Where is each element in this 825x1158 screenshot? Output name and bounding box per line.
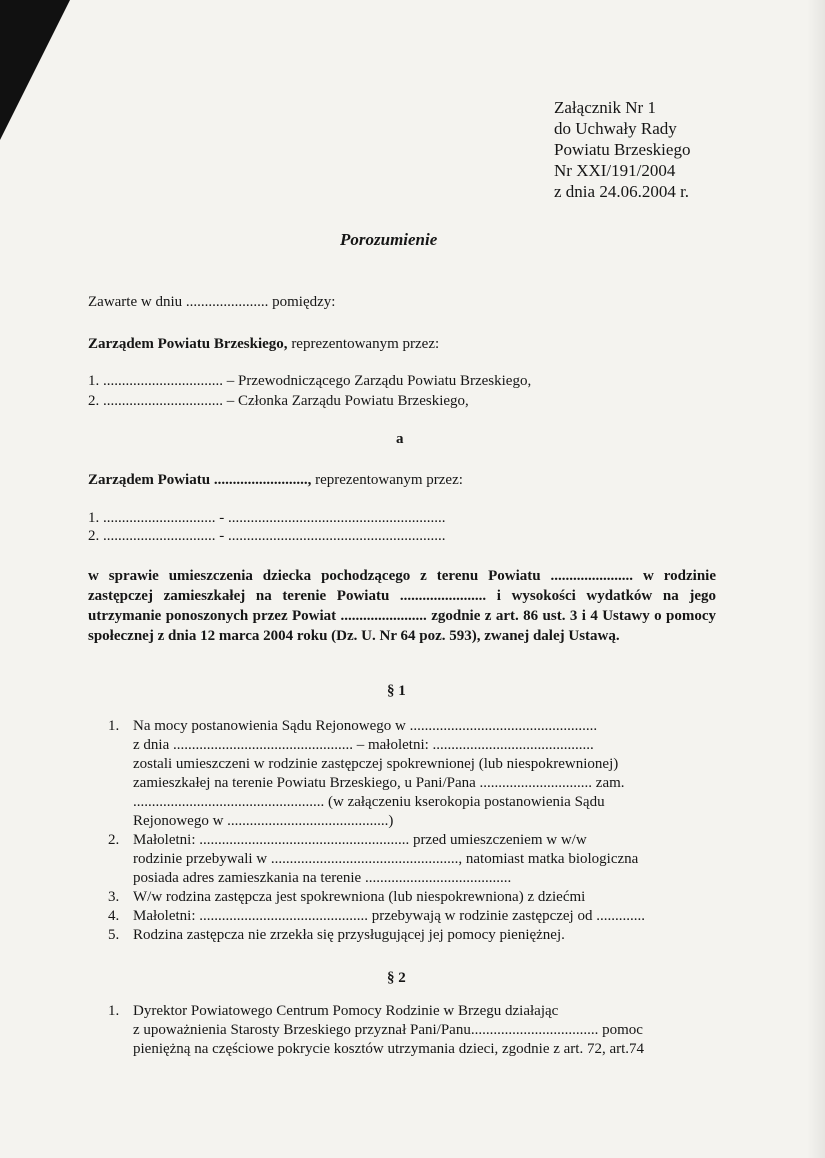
concluded-line: Zawarte w dniu ...................... pomiędzy: xyxy=(88,294,336,310)
party2-rep2: 2. .............................. - .......................................................... xyxy=(88,528,446,544)
section2-heading: § 2 xyxy=(387,970,406,986)
scan-corner-shadow xyxy=(0,0,70,140)
list-item xyxy=(108,831,716,888)
item-row: z dnia ................................................ – małoletni: ........................................... xyxy=(133,737,594,753)
item-row: Dyrektor Powiatowego Centrum Pomocy Rodzinie w Brzegu działając xyxy=(133,1003,559,1019)
item-number: 1. xyxy=(108,1003,120,1019)
item-number: 4. xyxy=(108,908,120,924)
item-number: 1. xyxy=(108,718,120,734)
item-row: Rodzina zastępcza nie zrzekła się przysługującej jej pomocy pieniężnej. xyxy=(133,927,565,943)
item-row: zamieszkałej na terenie Powiatu Brzeskiego, u Pani/Pana .............................. zam. xyxy=(133,775,625,791)
list-item xyxy=(108,1002,716,1059)
item-row: ................................................... (w załączeniu kserokopia postanowienia Sądu xyxy=(133,794,605,810)
item-row: Małoletni: ........................................................ przed umieszczeniem w w/w xyxy=(133,832,587,848)
item-row: W/w rodzina zastępcza jest spokrewniona (lub niespokrewniona) z dziećmi xyxy=(133,889,586,905)
item-row: z upoważnienia Starosty Brzeskiego przyznał Pani/Panu.................................. pomoc xyxy=(133,1022,643,1038)
item-row: posiada adres zamieszkania na terenie ....................................... xyxy=(133,870,512,886)
party1-line xyxy=(88,335,439,354)
item-row: Rejonowego w ...........................................) xyxy=(133,813,394,829)
document-title: Porozumienie xyxy=(340,230,438,249)
annex-line: Powiatu Brzeskiego xyxy=(554,140,691,159)
annex-line: do Uchwały Rady xyxy=(554,119,677,138)
item-row: Na mocy postanowienia Sądu Rejonowego w .................................................. xyxy=(133,718,598,734)
item-number: 5. xyxy=(108,927,120,943)
party2-name: Zarządem Powiatu ........................., xyxy=(88,472,312,488)
annex-line: Załącznik Nr 1 xyxy=(554,98,656,117)
and-connector: a xyxy=(396,431,404,447)
party2-rest: reprezentowanym przez: xyxy=(311,472,463,488)
party1-rep1: 1. ................................ – Przewodniczącego Zarządu Powiatu Brzeskiego, xyxy=(88,373,532,389)
list-item xyxy=(108,907,716,926)
annex-line: z dnia 24.06.2004 r. xyxy=(554,182,690,201)
item-row: rodzinie przebywali w .................................................., natomiast matka biologiczna xyxy=(133,851,639,867)
list-item xyxy=(108,888,716,907)
party1-rep2: 2. ................................ – Członka Zarządu Powiatu Brzeskiego, xyxy=(88,393,469,409)
item-row: pieniężną na częściowe pokrycie kosztów utrzymania dzieci, zgodnie z art. 72, art.74 xyxy=(133,1041,645,1057)
annex-block xyxy=(554,97,690,202)
party1-name: Zarządem Powiatu Brzeskiego, xyxy=(88,336,288,352)
section1-list xyxy=(108,717,716,945)
party2-line xyxy=(88,471,463,490)
item-number: 3. xyxy=(108,889,120,905)
item-row: zostali umieszczeni w rodzinie zastępczej spokrewnionej (lub niespokrewnionej) xyxy=(133,756,619,772)
subject-paragraph: w sprawie umieszczenia dziecka pochodzącego z terenu Powiatu ...................... w rodzinie zastępczej zamieszkałej na terenie Powiatu ....................... i wysokości wydatków na jego utrzymanie ponoszonych przez Powiat ....................... zgodnie z art. 86 ust. 3 i 4 Ustawy o pomocy społecznej z dnia 12 marca 2004 roku (Dz. U. Nr 64 poz. 593), zwanej dalej Ustawą. xyxy=(88,568,716,644)
section1-heading: § 1 xyxy=(387,683,406,699)
item-number: 2. xyxy=(108,832,120,848)
item-row: Małoletni: ............................................. przebywają w rodzinie zastępczej od ............. xyxy=(133,908,645,924)
scan-edge-shade xyxy=(807,0,825,1158)
party1-rest: reprezentowanym przez: xyxy=(287,336,440,352)
list-item xyxy=(108,717,716,831)
annex-line: Nr XXI/191/2004 xyxy=(554,161,676,180)
section2-list xyxy=(108,1002,716,1059)
list-item xyxy=(108,926,716,945)
party2-rep1: 1. .............................. - .......................................................... xyxy=(88,510,446,526)
